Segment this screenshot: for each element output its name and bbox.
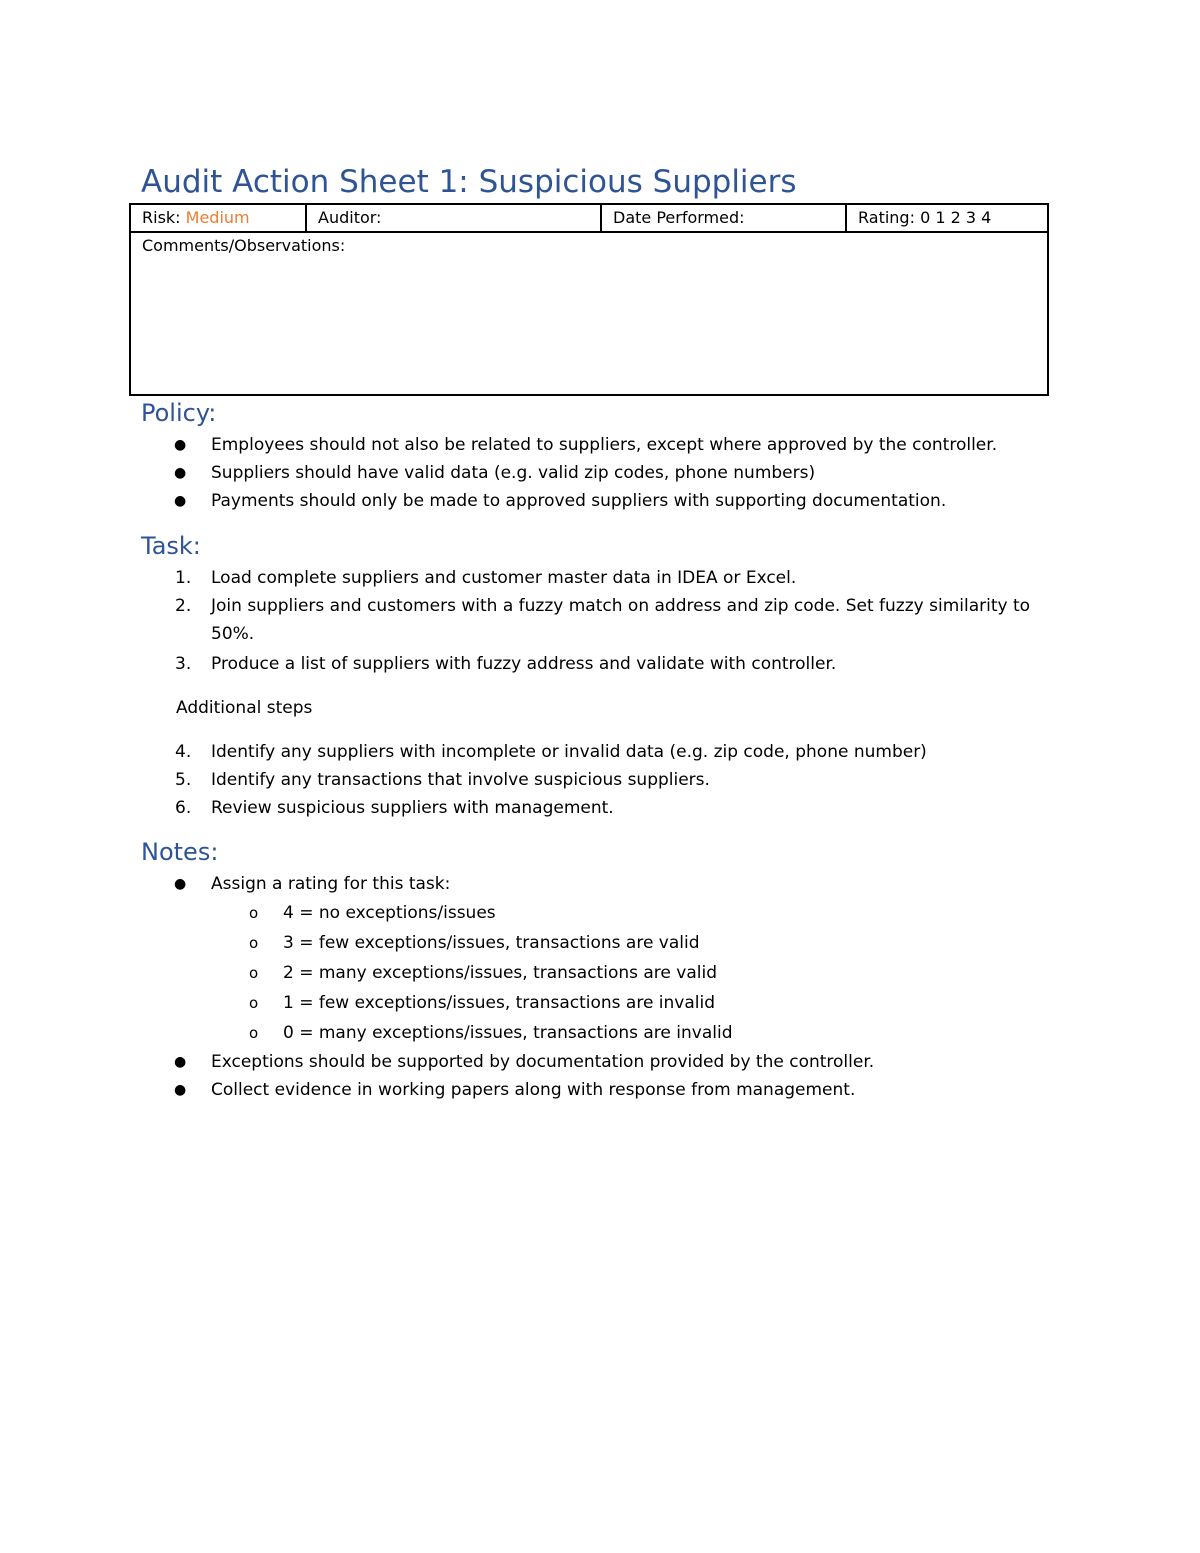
policy-item: ● Payments should only be made to approved suppliers with supporting documentation.: [0, 487, 1200, 515]
document-title: Audit Action Sheet 1: Suspicious Suppliers: [141, 164, 797, 200]
task-item: 5. Identify any transactions that involve suspicious suppliers.: [175, 770, 710, 790]
circle-bullet-icon: o: [249, 994, 259, 1012]
date-performed-cell[interactable]: [601, 204, 846, 232]
comments-label: Comments/Observations:: [142, 236, 346, 255]
bullet-icon: ●: [174, 876, 187, 892]
policy-item: ● Employees should not also be related to suppliers, except where approved by the controller.: [0, 431, 1200, 459]
comments-cell[interactable]: [130, 232, 1048, 395]
rating-item: o 3 = few exceptions/issues, transactions are valid: [0, 929, 1200, 959]
additional-task-list: [0, 738, 1200, 822]
notes-item: ● Collect evidence in working papers along with response from management.: [0, 1076, 1200, 1104]
audit-header-table: [129, 203, 1049, 396]
policy-list: [0, 431, 1200, 515]
risk-label: Risk:: [142, 208, 181, 227]
rating-item: o 4 = no exceptions/issues: [0, 899, 1200, 929]
task-item: 2. Join suppliers and customers with a fuzzy match on address and zip code. Set fuzzy similarity to 50%.: [175, 596, 1031, 644]
task-item: 1. Load complete suppliers and customer master data in IDEA or Excel.: [175, 568, 797, 588]
risk-value: Medium: [185, 208, 250, 227]
notes-item: ● Assign a rating for this task:: [0, 870, 1200, 899]
rating-cell[interactable]: [846, 204, 1048, 232]
date-performed-label: Date Performed:: [613, 208, 745, 227]
policy-item: ● Suppliers should have valid data (e.g. valid zip codes, phone numbers): [0, 459, 1200, 487]
task-list: [0, 564, 1200, 678]
auditor-cell[interactable]: [306, 204, 601, 232]
bullet-icon: ●: [174, 1054, 187, 1070]
bullet-icon: ●: [174, 1082, 187, 1098]
rating-item: o 0 = many exceptions/issues, transactions are invalid: [0, 1019, 1200, 1048]
task-heading: Task:: [141, 532, 201, 560]
circle-bullet-icon: o: [249, 964, 259, 982]
rating-label: Rating: 0 1 2 3 4: [858, 208, 992, 227]
notes-list: [0, 870, 1200, 1104]
task-item: 6. Review suspicious suppliers with management.: [175, 798, 614, 818]
rating-item: o 1 = few exceptions/issues, transactions are invalid: [0, 989, 1200, 1019]
bullet-icon: ●: [174, 437, 187, 453]
bullet-icon: ●: [174, 493, 187, 509]
policy-heading: Policy:: [141, 399, 217, 427]
task-item: 4. Identify any suppliers with incomplete or invalid data (e.g. zip code, phone number): [175, 742, 927, 762]
rating-item: o 2 = many exceptions/issues, transactions are valid: [0, 959, 1200, 989]
circle-bullet-icon: o: [249, 904, 259, 922]
circle-bullet-icon: o: [249, 1024, 259, 1042]
circle-bullet-icon: o: [249, 934, 259, 952]
task-item: 3. Produce a list of suppliers with fuzzy address and validate with controller.: [175, 654, 837, 674]
risk-cell: [130, 204, 306, 232]
additional-steps-label: Additional steps: [176, 698, 313, 718]
auditor-label: Auditor:: [318, 208, 382, 227]
notes-item: ● Exceptions should be supported by documentation provided by the controller.: [0, 1048, 1200, 1076]
bullet-icon: ●: [174, 465, 187, 481]
notes-heading: Notes:: [141, 838, 219, 866]
